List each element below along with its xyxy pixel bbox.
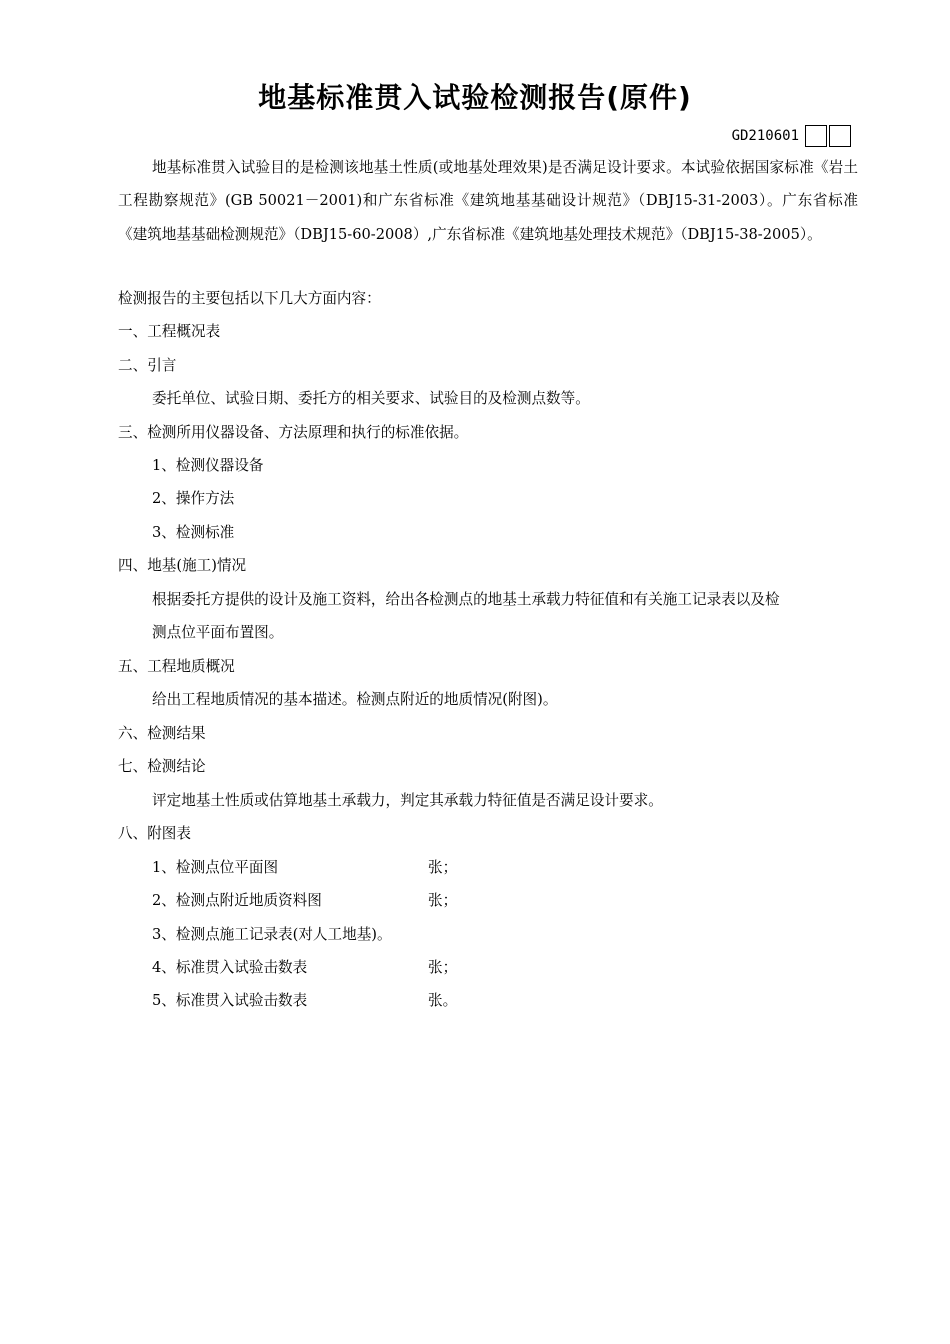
document-title: 地基标准贯入试验检测报告(原件) [258, 81, 692, 114]
appendix-item-count: 张。 [428, 992, 458, 1009]
section-4-text-line-2: 测点位平面布置图。 [152, 624, 284, 641]
section-3-heading: 三、检测所用仪器设备、方法原理和执行的标准依据。 [118, 424, 469, 441]
appendix-item [152, 958, 307, 978]
appendix-item-label: 4、标准贯入试验击数表 [152, 959, 308, 976]
code-box-2 [829, 125, 851, 147]
section-3-item: 2、操作方法 [152, 490, 235, 507]
appendix-item-count: 张； [428, 892, 458, 909]
contents-heading: 检测报告的主要包括以下几大方面内容： [118, 290, 381, 307]
appendix-item [152, 891, 322, 911]
appendix-item-count: 张； [428, 859, 458, 876]
appendix-item [152, 925, 392, 945]
form-code-row [732, 123, 851, 149]
section-5-text: 给出工程地质情况的基本描述。检测点附近的地质情况(附图)。 [152, 691, 558, 708]
section-5-heading: 五、工程地质概况 [118, 658, 235, 675]
appendix-item-label: 5、标准贯入试验击数表 [152, 992, 308, 1009]
section-2-heading: 二、引言 [118, 357, 177, 374]
section-3-item: 1、检测仪器设备 [152, 457, 264, 474]
appendix-item [152, 991, 307, 1011]
section-7-heading: 七、检测结论 [118, 758, 206, 775]
form-code: GD210601 [731, 128, 799, 144]
appendix-item-label: 1、检测点位平面图 [152, 859, 279, 876]
intro-paragraph: 地基标准贯入试验目的是检测该地基土性质(或地基处理效果)是否满足设计要求。本试验依据国家标准《岩土工程勘察规范》(GB 50021－2001)和广东省标准《建筑地基基础设计规范》（DBJ15-31-2003）。广东省标准《建筑地基基础检测规范》（DBJ15-60-2008）,广东省标准《建筑地基处理技术规范》（DBJ15-38-2005）。 [118, 159, 858, 243]
section-8-heading: 八、附图表 [118, 825, 191, 842]
section-2-text: 委托单位、试验日期、委托方的相关要求、试验目的及检测点数等。 [152, 390, 590, 407]
appendix-item [152, 858, 278, 878]
appendix-item-count: 张； [428, 959, 458, 976]
appendix-item-label: 2、检测点附近地质资料图 [152, 892, 322, 909]
appendix-item-label: 3、检测点施工记录表(对人工地基)。 [152, 926, 392, 943]
section-1-heading: 一、工程概况表 [118, 323, 221, 340]
section-6-heading: 六、检测结果 [118, 725, 206, 742]
section-3-item: 3、检测标准 [152, 524, 235, 541]
section-7-text: 评定地基土性质或估算地基土承载力，判定其承载力特征值是否满足设计要求。 [152, 792, 663, 809]
section-4-heading: 四、地基(施工)情况 [118, 557, 247, 574]
section-4-text-line-1: 根据委托方提供的设计及施工资料，给出各检测点的地基土承载力特征值和有关施工记录表以及检 [152, 591, 780, 608]
code-box-1 [805, 125, 827, 147]
